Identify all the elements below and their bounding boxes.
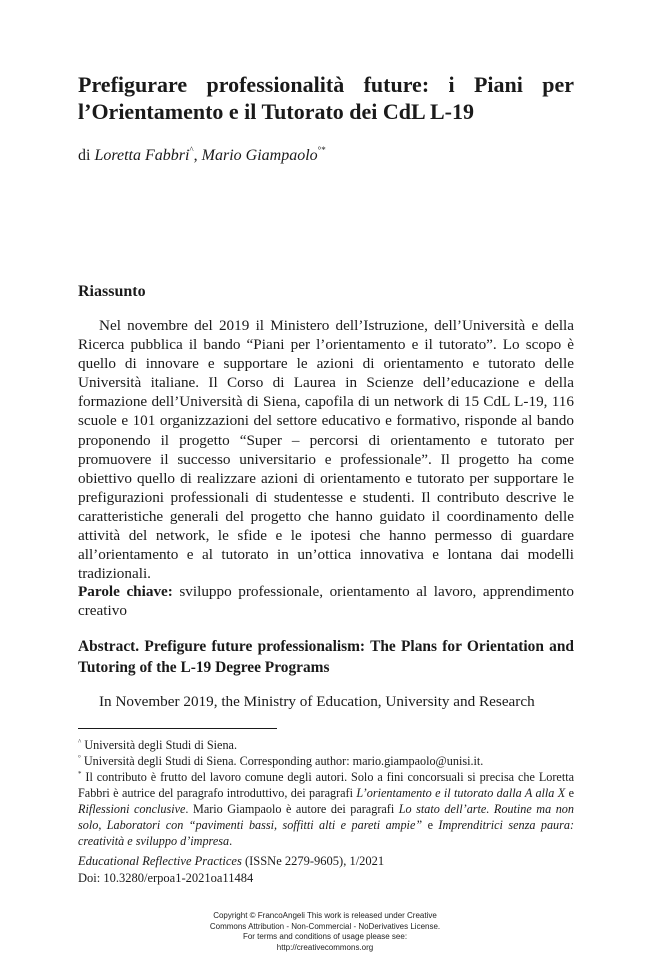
author-giampaolo-mark: °* — [317, 145, 326, 155]
title-line-2: l’Orientamento e il Tutorato dei CdL L-19 — [78, 99, 474, 124]
author-prefix: di — [78, 147, 91, 164]
journal-name: Educational Reflective Practices — [78, 854, 242, 868]
footnote-3 — [78, 769, 574, 849]
author-fabbri-mark: ^ — [189, 145, 194, 155]
footnote-3-title-f: Lo stato dell’arte. Routine ma non solo, Laboratori con “pavimenti bassi, soffitti alti e pareti ampie” — [78, 802, 574, 832]
footnotes — [78, 737, 574, 849]
license-line-3: For terms and conditions of usage please see: — [242, 932, 408, 941]
footnote-3-text-c: e — [568, 786, 575, 800]
abstract-body: In November 2019, the Ministry of Education, University and Research — [99, 693, 535, 710]
keywords-line — [78, 582, 574, 620]
author-fabbri: Loretta Fabbri — [94, 147, 190, 164]
footnote-3-title-b: L’orientamento e il tutorato dalla A alla X — [356, 786, 566, 800]
article-title — [78, 71, 574, 125]
footnote-3-title-h: Imprenditrici senza paura: creatività e sviluppo d’impresa — [78, 818, 575, 848]
footnote-3-text-e: . Mario Giampaolo è autore dei paragrafi — [185, 802, 395, 816]
footnote-3-title-d: Riflessioni conclusive — [78, 802, 186, 816]
author-line — [78, 146, 326, 166]
keywords-text: sviluppo professionale, orientamento al lavoro, apprendimento creativo — [78, 583, 574, 620]
keywords-label: Parole chiave: — [78, 583, 173, 600]
license-link[interactable]: http://creativecommons.org — [276, 942, 374, 952]
footnote-3-text-a: Il contributo è frutto del lavoro comune degli autori. Solo a fini concorsuali si precisa che Loretta Fabbri è autrice del paragrafo introduttivo, dei paragrafi — [78, 770, 575, 800]
author-giampaolo: Mario Giampaolo — [201, 147, 318, 164]
journal-citation — [78, 853, 384, 870]
journal-info — [78, 853, 384, 887]
journal-issn: (ISSNe 2279-9605), 1/2021 — [244, 854, 385, 868]
footnote-2-text: Università degli Studi di Siena. Corresponding author: mario.giampaolo@unisi.it. — [83, 754, 484, 768]
license-notice — [150, 911, 500, 953]
author-separator: , — [193, 147, 198, 164]
footnote-1-mark: ^ — [78, 738, 82, 746]
license-line-1: Copyright © FrancoAngeli This work is released under Creative — [213, 911, 437, 920]
journal-doi: Doi: 10.3280/erpoa1-2021oa11484 — [78, 871, 254, 885]
title-line-1: Prefigurare professionalità future: i Piani per — [78, 72, 574, 97]
footnote-2 — [78, 753, 574, 769]
footnote-3-text-i: . — [229, 834, 233, 848]
riassunto-heading: Riassunto — [78, 283, 146, 300]
footnote-1 — [78, 737, 574, 753]
riassunto-body: Nel novembre del 2019 il Ministero dell’Istruzione, dell’Università e della Ricerca pubblica il bando “Piani per l’orientamento e il tutorato”. Lo scopo è quello di innovare e supportare le azioni di orientamento e tutorato delle Università italiane. Il Corso di Laurea in Scienze dell’educazione e della formazione dell’Università di Siena, capofila di un network di 15 CdL L-19, 116 scuole e 101 organizzazioni del settore educativo e formativo, risponde al bando proponendo il progetto “Super – percorsi di orientamento e tutorato per promuovere il successo universitario e professionale”. Il progetto ha come obiettivo quello di realizzare azioni di orientamento e tutorato per supportare le prefigurazioni professionali di studentesse e studenti. Il contributo descrive le caratteristiche generali del progetto che hanno guidato il coordinamento delle attività del network, le sfide e le ipotesi che hanno permesso di guardare all’orientamento e al tutorato in un’ottica innovativa e lontana dai modelli tradizionali. — [78, 317, 574, 583]
footnote-3-text-g: e — [427, 818, 433, 832]
footnote-3-mark: * — [78, 770, 82, 778]
footnote-divider — [78, 728, 277, 729]
abstract-heading: Abstract. Prefigure future professionalism: The Plans for Orientation and Tutoring of the L-19 Degree Programs — [78, 638, 574, 676]
license-line-2: Commons Attribution - Non-Commercial - NoDerivatives License. — [209, 921, 441, 931]
footnote-1-text: Università degli Studi di Siena. — [84, 738, 238, 752]
footnote-2-mark: ° — [78, 754, 81, 762]
